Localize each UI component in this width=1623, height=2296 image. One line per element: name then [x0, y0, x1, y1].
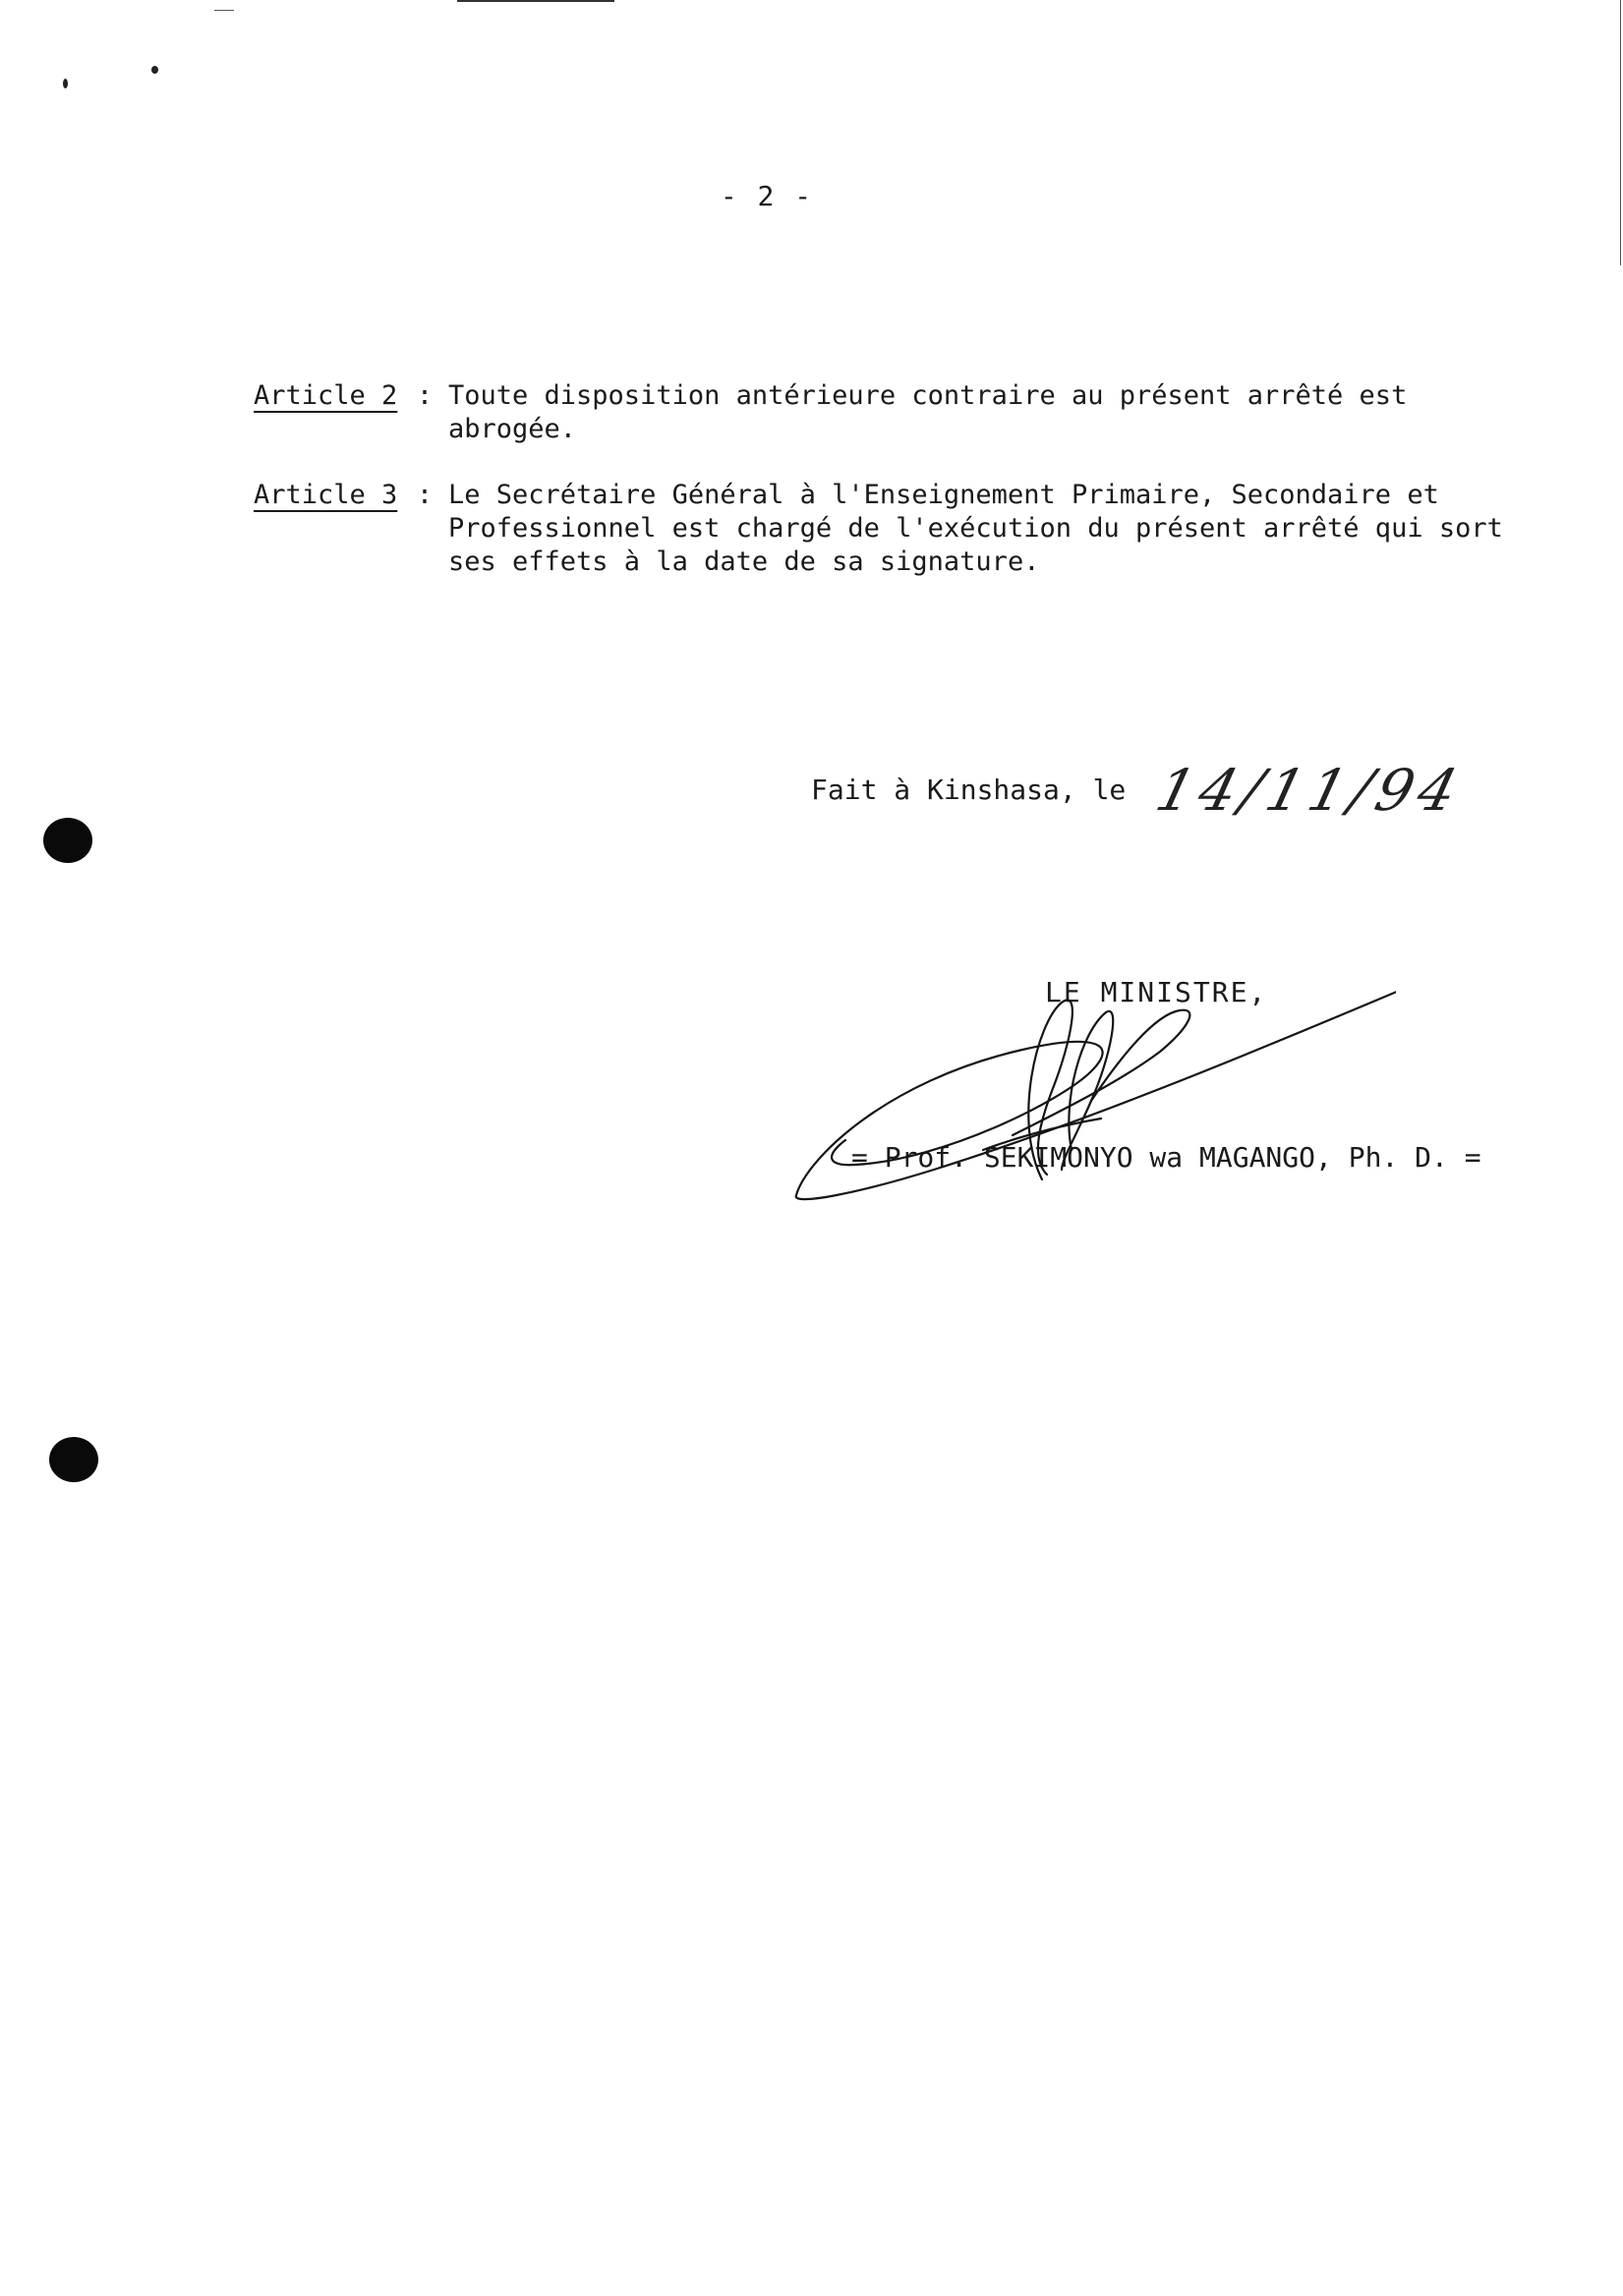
handwritten-date: 14/11/94 [1149, 757, 1470, 824]
article-line: ses effets à la date de sa signature. [448, 546, 1040, 577]
signatory-name: = Prof. SEKIMONYO wa MAGANGO, Ph. D. = [851, 1141, 1481, 1174]
article-text [448, 479, 1551, 579]
article-3 [254, 479, 1551, 579]
article-line: abrogée. [448, 414, 577, 444]
article-2 [254, 379, 1551, 446]
page-number: - 2 - [720, 180, 814, 212]
article-line: Professionnel est chargé de l'exécution du présent arrêté qui sort [448, 513, 1503, 544]
scan-speck [151, 66, 158, 74]
punch-hole [49, 1437, 98, 1482]
scan-artifact-dash [214, 10, 234, 11]
scan-speck [63, 79, 68, 88]
article-label: Article 2 [254, 380, 398, 411]
place-date-label: Fait à Kinshasa, le [811, 774, 1127, 806]
handwritten-signature [767, 963, 1396, 1219]
minister-title: LE MINISTRE, [1045, 976, 1268, 1008]
article-label: Article 3 [254, 480, 398, 510]
punch-hole [43, 818, 92, 863]
scan-artifact-line [457, 0, 614, 2]
article-text [448, 379, 1551, 446]
scan-edge-line [1620, 0, 1621, 265]
article-separator: : [416, 480, 434, 510]
article-separator: : [416, 380, 434, 411]
article-line: Le Secrétaire Général à l'Enseignement Primaire, Secondaire et [448, 480, 1439, 510]
article-line: Toute disposition antérieure contraire au présent arrêté est [448, 380, 1408, 411]
